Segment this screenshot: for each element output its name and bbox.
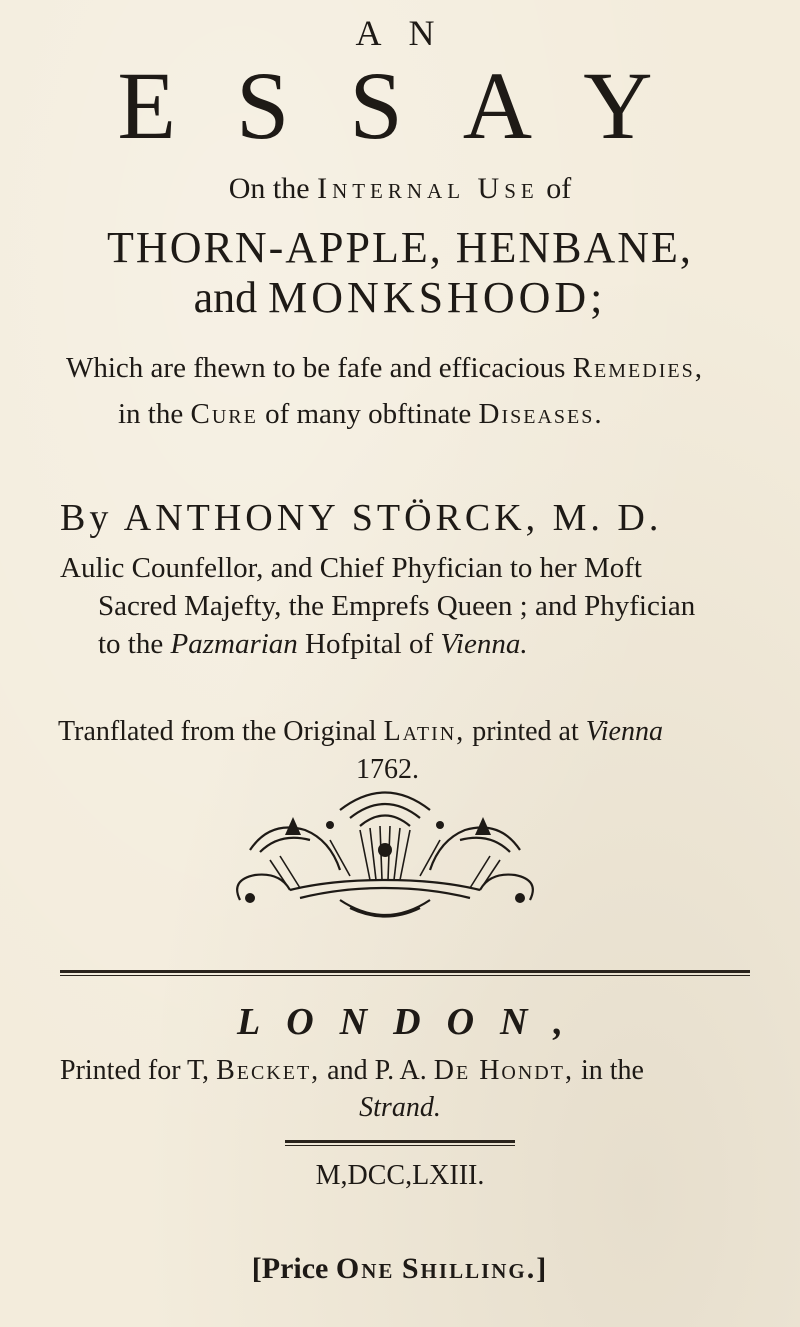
price-open-text: [Price: [251, 1252, 329, 1285]
essay-heading: ESSAY: [117, 52, 713, 159]
translation-text-a: Tranflated from the Original: [58, 716, 377, 747]
de-hondt-text: De Hondt,: [433, 1055, 574, 1086]
divider-rule-thick: [60, 970, 750, 973]
city-heading: LONDON,: [237, 1001, 589, 1043]
printer-line: [60, 1055, 644, 1087]
translation-text-c: printed at: [472, 716, 579, 747]
subtitle-line-2: [118, 398, 604, 431]
pazmarian-text: Pazmarian: [170, 628, 298, 660]
internal-use-line: [0, 172, 800, 206]
monkshood-line: [0, 272, 800, 323]
vienna-text: Vienna.: [440, 628, 528, 660]
article-heading: A N: [355, 13, 445, 53]
cure-text: Cure: [190, 398, 258, 430]
price-one-text: One: [335, 1252, 395, 1285]
vienna-place-text: Vienna: [585, 716, 663, 747]
becket-text: Becket,: [216, 1055, 321, 1086]
subtitle-text-1a: Which are fhewn to be fafe and efficacious: [66, 352, 566, 384]
by-text: By: [60, 497, 113, 539]
date-rule-thin: [285, 1145, 515, 1146]
author-credentials-1: Aulic Counfellor, and Chief Phyfician to her Moft: [60, 552, 642, 584]
translation-year: 1762.: [356, 754, 419, 785]
author-credentials-2: Sacred Majefty, the Emprefs Queen ; and Phyfician: [98, 590, 696, 622]
printer-text-a: Printed for T,: [60, 1055, 210, 1086]
translation-line: [58, 716, 663, 748]
author-credentials-3: [98, 628, 528, 661]
credentials-text-3a: to the: [98, 628, 164, 660]
remedies-text: Remedies,: [572, 352, 704, 384]
printer-text-c: and P. A.: [327, 1055, 427, 1086]
subtitle-text-2a: in the: [118, 398, 184, 430]
monkshood-text: MONKSHOOD;: [268, 273, 607, 322]
date-rule-thick: [285, 1140, 515, 1143]
printers-ornament-icon: [210, 780, 560, 930]
publication-date: M,DCC,LXIII.: [315, 1160, 485, 1191]
internal-use-text: Internal Use: [317, 172, 539, 205]
on-the-text: On the: [228, 172, 310, 205]
thorn-apple-henbane-line: THORN-APPLE, HENBANE,: [107, 223, 693, 272]
divider-rule-thin: [60, 975, 750, 976]
author-name: ANTHONY STÖRCK, M. D.: [123, 497, 663, 539]
of-text: of: [546, 172, 572, 205]
price-line: [0, 1252, 800, 1286]
diseases-text: Diseases.: [478, 398, 604, 430]
and-text: and: [193, 273, 258, 322]
subtitle-line-1: [66, 352, 704, 385]
latin-text: Latin,: [383, 716, 466, 747]
printer-text-e: in the: [580, 1055, 644, 1086]
price-shilling-text: Shilling.]: [401, 1252, 549, 1285]
strand-text: Strand.: [359, 1092, 441, 1123]
author-line: [60, 496, 662, 540]
credentials-text-3c: Hofpital of: [305, 628, 434, 660]
subtitle-text-2c: of many obftinate: [265, 398, 472, 430]
